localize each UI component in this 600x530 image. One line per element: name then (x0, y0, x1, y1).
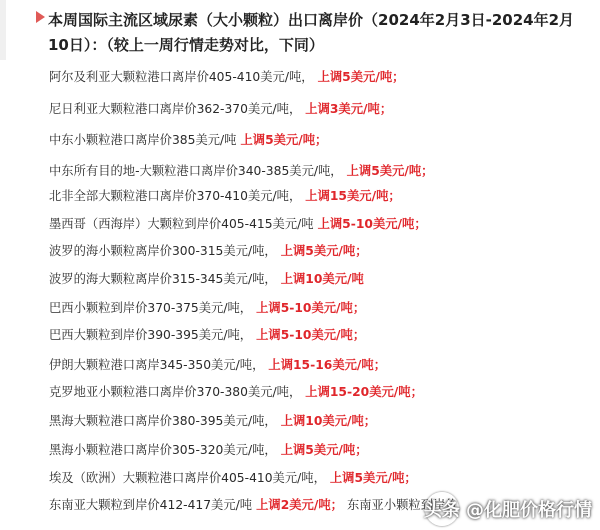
price-row (49, 324, 365, 346)
price-row (49, 98, 392, 120)
price-row-change: 上调5美元/吨； (317, 70, 405, 84)
price-row (49, 185, 401, 207)
price-row-tail: 东南亚小颗粒到岸价 (346, 498, 458, 512)
price-row-label: 中东所有目的地-大颗粒港口离岸价340-385美元/吨， (49, 164, 343, 178)
heading-text (48, 8, 593, 58)
price-row (49, 129, 327, 151)
price-row-label: 东南亚大颗粒到岸价412-417美元/吨 (49, 498, 253, 512)
price-row (49, 410, 376, 432)
price-row-change: 上调10美元/吨 (280, 272, 364, 286)
price-row-label: 巴西大颗粒到岸价390-395美元/吨， (49, 328, 253, 342)
price-row-label: 阿尔及利亚大颗粒港口离岸价405-410美元/吨， (49, 70, 314, 84)
price-row-label: 克罗地亚小颗粒港口离岸价370-380美元/吨， (49, 385, 302, 399)
price-row-change: 上调5-10美元/吨； (317, 217, 427, 231)
price-row (49, 240, 368, 262)
price-row-change: 上调2美元/吨； (256, 498, 343, 512)
left-edge-bar (0, 0, 6, 60)
watermark-text: 头条 @化肥价格行情 (423, 500, 592, 521)
price-row-label: 墨西哥（西海岸）大颗粒到岸价405-415美元/吨 (49, 217, 314, 231)
price-row-change: 上调15-16美元/吨； (268, 358, 386, 372)
price-row (49, 354, 386, 376)
price-row (49, 467, 417, 489)
price-row-change: 上调10美元/吨； (280, 414, 377, 428)
price-row (49, 439, 368, 461)
price-row-change: 上调5美元/吨； (280, 244, 368, 258)
price-row-change: 上调3美元/吨； (305, 102, 393, 116)
price-row (49, 494, 458, 516)
price-row (49, 297, 365, 319)
price-row-change: 上调5美元/吨； (346, 164, 434, 178)
price-row-change: 上调15美元/吨； (305, 189, 401, 203)
price-row-change: 上调5-10美元/吨； (256, 301, 366, 315)
price-row-label: 波罗的海大颗粒离岸价315-345美元/吨， (49, 272, 277, 286)
price-row (49, 268, 364, 290)
price-row-label: 尼日利亚大颗粒港口离岸价362-370美元/吨， (49, 102, 302, 116)
price-row-change: 上调15-20美元/吨； (305, 385, 423, 399)
heading-line-1: 本周国际主流区域尿素（大小颗粒）出口离岸价（2024年2月3日-2024年2月10 (48, 11, 575, 54)
price-row-label: 埃及（欧洲）大颗粒港口离岸价405-410美元/吨， (49, 471, 326, 485)
price-row (49, 160, 433, 182)
price-row-label: 波罗的海小颗粒离岸价300-315美元/吨， (49, 244, 277, 258)
price-row-change: 上调5美元/吨； (329, 471, 417, 485)
watermark (425, 490, 600, 530)
price-row-change: 上调5美元/吨； (240, 133, 328, 147)
section-heading (0, 0, 600, 60)
price-row-label: 黑海大颗粒港口离岸价380-395美元/吨， (49, 414, 277, 428)
heading-line-2: 日）：（较上一周行情走势对比，下同） (68, 36, 324, 54)
price-row-label: 伊朗大颗粒港口离岸345-350美元/吨， (49, 358, 265, 372)
price-row (49, 381, 423, 403)
price-row-label: 黑海小颗粒港口离岸价305-320美元/吨， (49, 443, 277, 457)
price-row-change: 上调5美元/吨； (280, 443, 368, 457)
triangle-bullet-icon (36, 11, 45, 23)
price-row-label: 巴西小颗粒到岸价370-375美元/吨， (49, 301, 253, 315)
price-row (49, 66, 404, 88)
price-row (49, 213, 427, 235)
price-row-label: 中东小颗粒港口离岸价385美元/吨 (49, 133, 237, 147)
price-row-label: 北非全部大颗粒港口离岸价370-410美元/吨， (49, 189, 302, 203)
price-row-change: 上调5-10美元/吨； (256, 328, 366, 342)
